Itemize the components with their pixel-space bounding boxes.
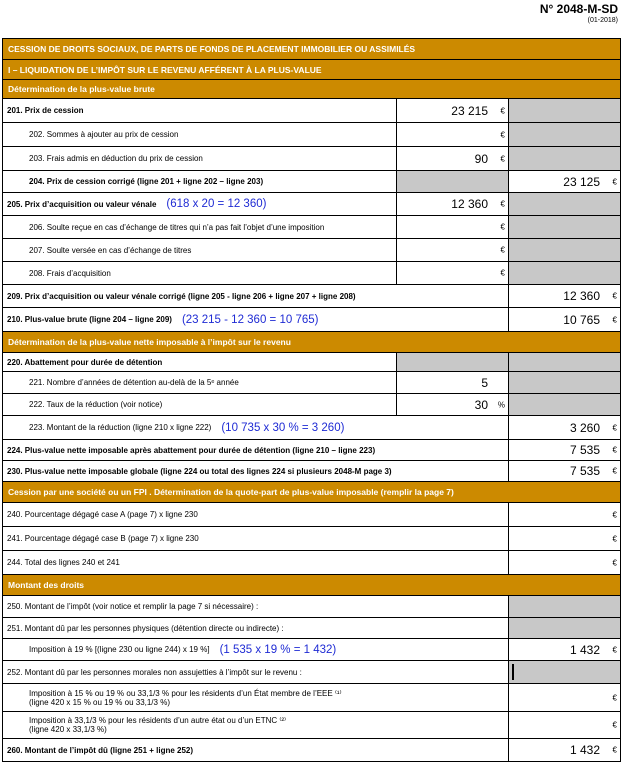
- line-244: [3, 551, 620, 575]
- line-203: [3, 147, 620, 171]
- text-cursor: [512, 664, 514, 680]
- line-207: [3, 239, 620, 262]
- line-240: [3, 503, 620, 527]
- line-250: [3, 596, 620, 618]
- line-230: [3, 461, 620, 482]
- line-204-field[interactable]: [508, 171, 620, 192]
- line-244-field[interactable]: [508, 551, 620, 574]
- line-210-annotation: (23 215 - 12 360 = 10 765): [181, 313, 319, 326]
- euro-sign: €: [612, 720, 617, 730]
- line-222: [3, 394, 620, 416]
- line-241-field[interactable]: [508, 527, 620, 550]
- line-203-value: 90: [474, 151, 488, 166]
- line-244-label: 244. Total des lignes 240 et 241: [7, 558, 120, 567]
- shaded-cell: [508, 239, 620, 261]
- line-224-field[interactable]: [508, 440, 620, 460]
- line-252-eee: [3, 684, 620, 712]
- euro-sign: €: [500, 222, 505, 232]
- line-252-eee-label: Imposition à 15 % ou 19 % ou 33,1/3 % pour les résidents d’un État membre de l’EEE ⁽¹⁾: [29, 688, 342, 698]
- line-210: [3, 308, 620, 332]
- line-251-annotation: (1 535 x 19 % = 1 432): [219, 643, 337, 656]
- line-252: [3, 661, 620, 684]
- line-204-label: 204. Prix de cession corrigé (ligne 201 + ligne 202 – ligne 203): [29, 177, 264, 186]
- euro-sign: €: [612, 445, 617, 455]
- line-251-label: 251. Montant dû par les personnes physiques (détention directe ou indirecte) :: [7, 623, 284, 633]
- line-221: [3, 372, 620, 394]
- line-223: [3, 416, 620, 440]
- line-206-field[interactable]: [396, 216, 508, 238]
- line-207-label: 207. Soulte versée en cas d’échange de titres: [29, 245, 192, 255]
- line-220-label: 220. Abattement pour durée de détention: [7, 357, 163, 367]
- line-223-value: 3 260: [569, 420, 600, 435]
- line-209-label: 209. Prix d’acquisition ou valeur vénale corrigé (ligne 205 - ligne 206 + ligne 207 + ligne 208): [7, 291, 356, 301]
- line-224-label: 224. Plus-value nette imposable après abattement pour durée de détention (ligne 210 – ligne 223): [7, 445, 376, 455]
- euro-sign: €: [612, 423, 617, 432]
- line-251-field[interactable]: [508, 639, 620, 660]
- line-209-value: 12 360: [563, 289, 600, 303]
- section-droits: Montant des droits: [3, 575, 620, 596]
- line-240-field[interactable]: [508, 503, 620, 526]
- line-205-annotation: (618 x 20 = 12 360): [166, 198, 267, 210]
- shaded-cell: [508, 147, 620, 170]
- euro-sign: €: [612, 534, 617, 543]
- euro-sign: €: [500, 154, 505, 163]
- line-208-label: 208. Frais d’acquisition: [29, 268, 111, 278]
- shaded-cell: [508, 123, 620, 146]
- line-224: [3, 440, 620, 461]
- euro-sign: €: [612, 693, 617, 702]
- line-204-value: 23 125: [563, 174, 600, 189]
- section-nette: Détermination de la plus-value nette imposable à l’impôt sur le revenu: [3, 332, 620, 353]
- shaded-cell: [396, 171, 508, 192]
- line-252-etnc-formula: (ligne 420 x 33,1/3 %): [29, 725, 107, 734]
- line-202-label: 202. Sommes à ajouter au prix de cession: [29, 130, 179, 139]
- line-209: [3, 285, 620, 308]
- line-210-label: 210. Plus-value brute (ligne 204 – ligne 209): [7, 315, 172, 324]
- euro-sign: €: [612, 645, 617, 654]
- line-252-label: 252. Montant dû par les personnes morales non assujetties à l’impôt sur le revenu :: [7, 667, 302, 677]
- euro-sign: €: [612, 510, 617, 519]
- line-251-imposition-label: Imposition à 19 % [(ligne 230 ou ligne 244) x 19 %]: [29, 645, 210, 654]
- shaded-cell: [508, 216, 620, 238]
- tax-form: [2, 38, 621, 762]
- line-208: [3, 262, 620, 285]
- euro-sign: €: [612, 177, 617, 186]
- line-222-value: 30: [474, 397, 488, 412]
- line-222-label: 222. Taux de la réduction (voir notice): [29, 400, 163, 409]
- shaded-cell: [508, 193, 620, 215]
- form-number: N° 2048-M-SD: [539, 2, 618, 16]
- line-252-etnc-field[interactable]: [508, 712, 620, 738]
- line-201: [3, 99, 620, 123]
- line-205: [3, 193, 620, 216]
- euro-sign: €: [500, 106, 505, 115]
- euro-sign: €: [612, 466, 617, 476]
- line-252-etnc-label: Imposition à 33,1/3 % pour les résidents d’un autre état ou d’un ETNC ⁽²⁾: [29, 716, 286, 725]
- line-220: [3, 353, 620, 372]
- line-252-eee-formula: (ligne 420 x 15 % ou 19 % ou 33,1/3 %): [29, 697, 170, 707]
- shaded-cell: [508, 99, 620, 122]
- line-241: [3, 527, 620, 551]
- shaded-cell: [396, 353, 508, 371]
- euro-sign: €: [612, 745, 617, 755]
- line-260-value: 1 432: [569, 743, 600, 757]
- line-250-label: 250. Montant de l’impôt (voir notice et remplir la page 7 si nécessaire) :: [7, 602, 259, 611]
- line-230-label: 230. Plus-value nette imposable globale (ligne 224 ou total des lignes 224 si plusieurs 2048-M page 3): [7, 466, 392, 476]
- line-203-label: 203. Frais admis en déduction du prix de cession: [29, 154, 203, 163]
- line-208-field[interactable]: [396, 262, 508, 284]
- section-fpi: Cession par une société ou un FPI . Détermination de la quote-part de plus-value imposable (remplir la page 7): [3, 482, 620, 503]
- line-221-field[interactable]: [396, 372, 508, 393]
- line-221-value: 5: [481, 375, 488, 390]
- line-252-eee-field[interactable]: [508, 684, 620, 711]
- form-header: [540, 2, 618, 24]
- line-260-label: 260. Montant de l’impôt dû (ligne 251 + ligne 252): [7, 745, 194, 755]
- section-part1: I – LIQUIDATION DE L’IMPÔT SUR LE REVENU AFFÉRENT À LA PLUS-VALUE: [3, 60, 620, 80]
- shaded-cell: [508, 394, 620, 415]
- line-230-field[interactable]: [508, 461, 620, 481]
- line-260: [3, 739, 620, 761]
- form-date: (01-2018): [587, 17, 618, 24]
- shaded-cell: [508, 596, 620, 617]
- percent-sign: %: [497, 400, 505, 409]
- line-240-label: 240. Pourcentage dégagé case A (page 7) x ligne 230: [7, 510, 198, 519]
- line-251-value: 1 432: [569, 642, 600, 657]
- line-252-field[interactable]: [508, 661, 620, 683]
- line-201-field[interactable]: [396, 99, 508, 122]
- line-251-imposition: [3, 639, 620, 661]
- euro-sign: €: [612, 315, 617, 324]
- shaded-cell: [508, 618, 620, 638]
- section-title: CESSION DE DROITS SOCIAUX, DE PARTS DE FONDS DE PLACEMENT IMMOBILIER OU ASSIMILÉS: [3, 39, 620, 60]
- line-205-field[interactable]: [396, 193, 508, 215]
- shaded-cell: [508, 262, 620, 284]
- section-brute: Détermination de la plus-value brute: [3, 80, 620, 99]
- line-252-etnc: [3, 712, 620, 739]
- line-222-field[interactable]: [396, 394, 508, 415]
- euro-sign: €: [500, 268, 505, 278]
- euro-sign: €: [500, 245, 505, 255]
- line-224-value: 7 535: [569, 443, 600, 457]
- line-223-field[interactable]: [508, 416, 620, 439]
- line-223-annotation: (10 735 x 30 % = 3 260): [221, 421, 345, 434]
- line-202-field[interactable]: [396, 123, 508, 146]
- line-203-field[interactable]: [396, 147, 508, 170]
- line-251: [3, 618, 620, 639]
- line-260-field[interactable]: [508, 739, 620, 761]
- line-230-value: 7 535: [569, 464, 600, 478]
- line-206: [3, 216, 620, 239]
- shaded-cell: [508, 353, 620, 371]
- line-205-value: 12 360: [451, 197, 488, 211]
- line-201-value: 23 215: [451, 103, 488, 118]
- euro-sign: €: [612, 291, 617, 301]
- line-207-field[interactable]: [396, 239, 508, 261]
- line-201-label: 201. Prix de cession: [7, 106, 84, 115]
- line-223-label: 223. Montant de la réduction (ligne 210 x ligne 222): [29, 423, 212, 432]
- line-206-label: 206. Soulte reçue en cas d’échange de titres qui n’a pas fait l’objet d’une imposition: [29, 222, 325, 232]
- line-204: [3, 171, 620, 193]
- line-221-label: 221. Nombre d’années de détention au-delà de la 5ᵉ année: [29, 378, 239, 387]
- shaded-cell: [508, 372, 620, 393]
- line-209-field[interactable]: [508, 285, 620, 307]
- euro-sign: €: [500, 130, 505, 139]
- line-202: [3, 123, 620, 147]
- euro-sign: €: [500, 199, 505, 209]
- euro-sign: €: [612, 558, 617, 567]
- line-210-field[interactable]: [508, 308, 620, 331]
- line-241-label: 241. Pourcentage dégagé case B (page 7) x ligne 230: [7, 534, 199, 543]
- line-205-label: 205. Prix d’acquisition ou valeur vénale: [7, 199, 157, 209]
- line-210-value: 10 765: [563, 312, 600, 327]
